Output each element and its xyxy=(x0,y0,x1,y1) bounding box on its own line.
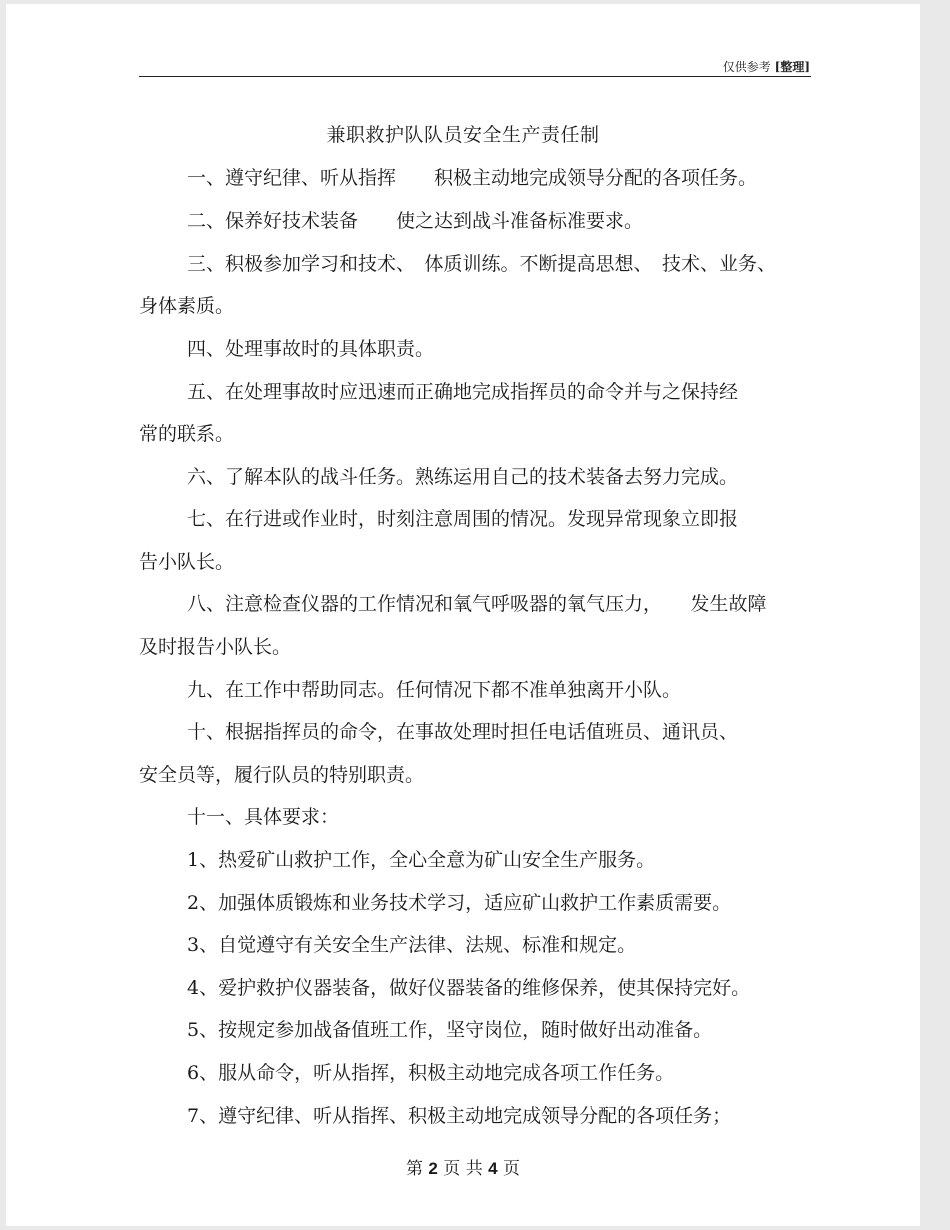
header-note-text: 仅供参考 xyxy=(722,60,771,74)
paragraph-line: 安全员等，履行队员的特别职责。 xyxy=(139,764,425,786)
paragraph-line: 5、按规定参加战备值班工作，坚守岗位，随时做好出动准备。 xyxy=(187,1019,713,1041)
paragraph-line: 十一、具体要求： xyxy=(187,806,340,828)
document-page xyxy=(6,4,920,1226)
paragraph-line: 五、在处理事故时应迅速而正确地完成指挥员的命令并与之保持经 xyxy=(187,381,739,403)
footer-page-number: 2 xyxy=(428,1159,438,1178)
header-note xyxy=(723,58,810,75)
footer-total-pages: 4 xyxy=(488,1159,498,1178)
paragraph-line: 七、在行进或作业时，时刻注意周围的情况。发现异常现象立即报 xyxy=(187,508,739,530)
paragraph-line: 九、在工作中帮助同志。任何情况下都不准单独离开小队。 xyxy=(187,679,682,701)
page-footer xyxy=(6,1154,920,1179)
paragraph-line: 二、保养好技术装备 使之达到战斗准备标准要求。 xyxy=(187,210,644,232)
paragraph-line: 7、遵守纪律、听从指挥、积极主动地完成领导分配的各项任务； xyxy=(187,1105,732,1127)
paragraph-line: 及时报告小队长。 xyxy=(139,636,292,658)
footer-suffix: 页 xyxy=(502,1159,520,1179)
paragraph-line: 十、根据指挥员的命令，在事故处理时担任电话值班员、通讯员、 xyxy=(187,721,739,743)
paragraph-line: 2、加强体质锻炼和业务技术学习，适应矿山救护工作素质需要。 xyxy=(187,892,732,914)
paragraph-line: 三、积极参加学习和技术、 体质训练。不断提高思想、 技术、业务、 xyxy=(187,253,777,275)
paragraph-line: 身体素质。 xyxy=(139,295,235,317)
paragraph-line: 1、热爱矿山救护工作，全心全意为矿山安全生产服务。 xyxy=(187,849,656,871)
paragraph-line: 4、爱护救护仪器装备，做好仪器装备的维修保养，使其保持完好。 xyxy=(187,977,751,999)
paragraph-line: 常的联系。 xyxy=(139,423,235,445)
paragraph-line: 6、服从命令，听从指挥，积极主动地完成各项工作任务。 xyxy=(187,1062,675,1084)
header-rule xyxy=(139,76,811,77)
paragraph-line: 八、注意检查仪器的工作情况和氧气呼吸器的氧气压力， 发生故障 xyxy=(187,593,767,615)
footer-mid: 页 共 xyxy=(443,1159,483,1179)
paragraph-line: 告小队长。 xyxy=(139,551,235,573)
paragraph-line: 六、了解本队的战斗任务。熟练运用自己的技术装备去努力完成。 xyxy=(187,466,739,488)
document-title: 兼职救护队队员安全生产责任制 xyxy=(326,124,600,146)
paragraph-line: 3、自觉遵守有关安全生产法律、法规、标准和规定。 xyxy=(187,934,637,956)
paragraph-line: 一、遵守纪律、听从指挥 积极主动地完成领导分配的各项任务。 xyxy=(187,167,758,189)
header-tag: [整理] xyxy=(774,60,810,74)
footer-prefix: 第 xyxy=(406,1159,424,1179)
paragraph-line: 四、处理事故时的具体职责。 xyxy=(187,338,435,360)
